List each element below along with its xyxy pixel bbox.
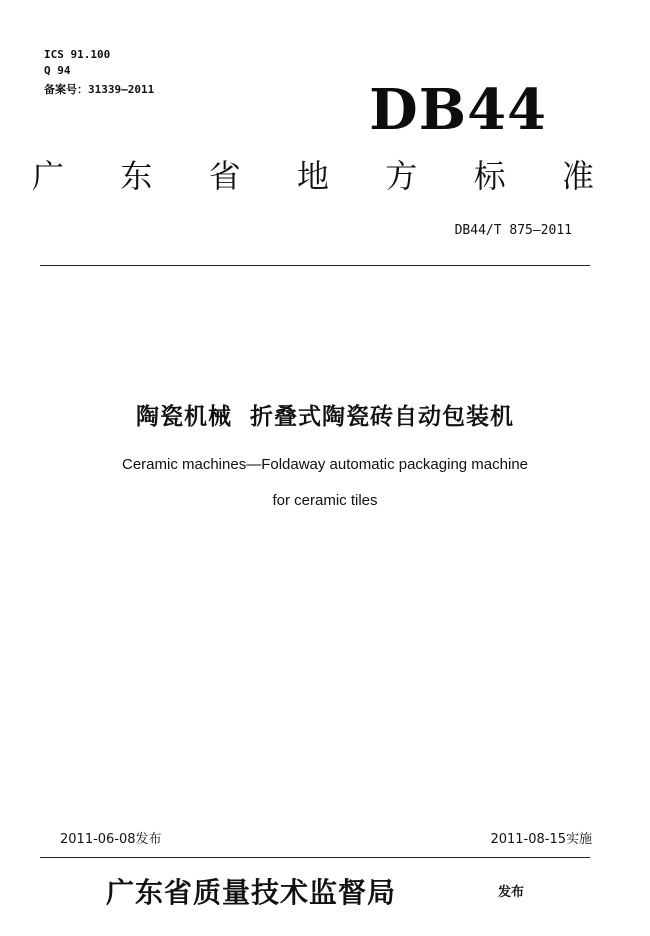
db-logo: DB44 <box>369 77 547 143</box>
record-number: 备案号：31339—2011 <box>44 83 155 96</box>
bottom-divider <box>40 857 590 858</box>
document-title-en-line2: for ceramic tiles <box>272 492 378 509</box>
standard-type-char: 地 <box>296 157 329 195</box>
issuer-suffix: 发布 <box>498 885 525 900</box>
classification-code: Q 94 <box>44 64 71 77</box>
top-divider <box>40 265 590 266</box>
standard-type-char: 广 <box>31 157 64 195</box>
ics-code: ICS 91.100 <box>44 48 111 61</box>
standard-type-char: 标 <box>473 157 506 195</box>
standard-type-char: 东 <box>120 157 153 195</box>
implementation-date: 2011-08-15实施 <box>490 832 592 847</box>
document-title-en-line1: Ceramic machines—Foldaway automatic packaging machine <box>121 456 529 473</box>
standard-type-char: 方 <box>385 157 418 195</box>
issue-date: 2011-06-08发布 <box>60 832 162 847</box>
standard-number: DB44/T 875—2011 <box>454 223 572 238</box>
document-title-cn: 陶瓷机械 折叠式陶瓷砖自动包装机 <box>135 404 514 430</box>
issuing-authority: 广东省质量技术监督局 <box>106 876 397 909</box>
standard-type-char: 省 <box>208 157 241 195</box>
standard-type-char: 准 <box>561 157 594 195</box>
standard-type-title <box>28 156 598 196</box>
